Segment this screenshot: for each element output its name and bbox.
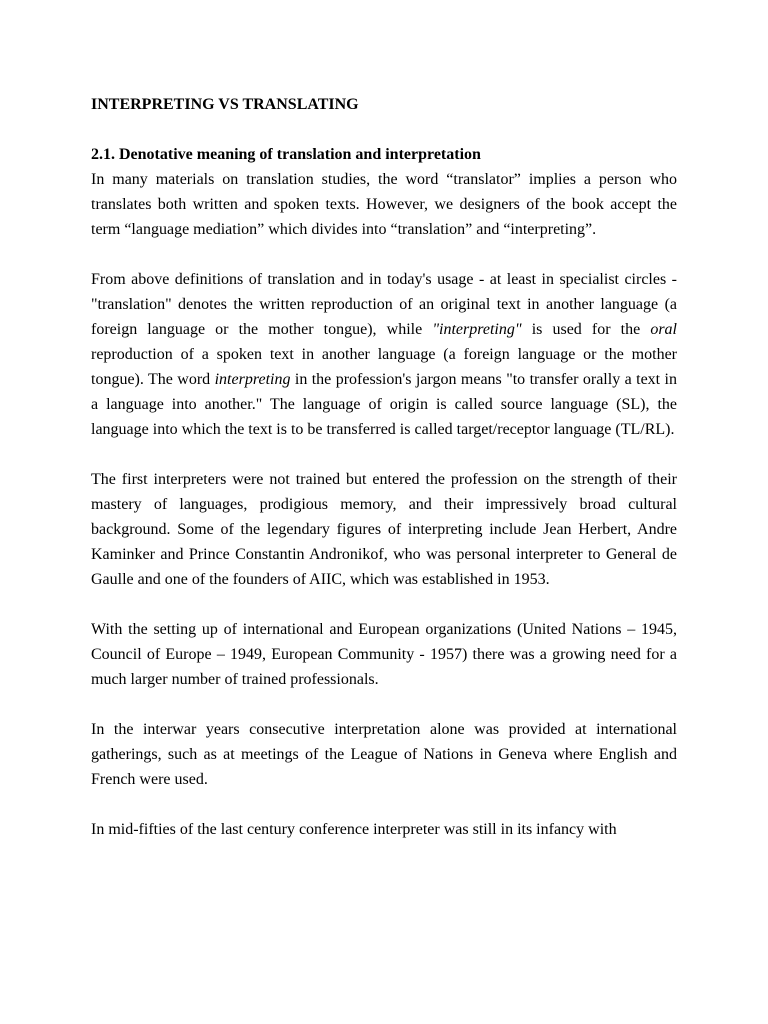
section-heading: 2.1. Denotative meaning of translation and interpretation [91,146,481,163]
document-page [91,92,677,867]
paragraph-3: The first interpreters were not trained but entered the profession on the strength of their mastery of languages, prodigious memory, and their impressively broad cultural background. Some of the legendary figures of interpreting include Jean Herbert, Andre Kaminker and Prince Constantin Andronikof, who was personal interpreter to General de Gaulle and one of the founders of AIIC, which was established in 1953. [91,471,677,588]
paragraph-2-emphasis-interpreting: "interpreting" [432,321,522,338]
paragraph-2-text-4: in the profession's jargon means "to transfer orally a text in a language into another." The language of origin is called source language (SL), the language into which the text is to be transferred is called target/receptor language (TL/RL). [91,371,677,438]
paragraph-2 [91,267,677,442]
paragraph-1: In many materials on translation studies, the word “translator” implies a person who translates both written and spoken texts. However, we designers of the book accept the term “language mediation” which divides into “translation” and “interpreting”. [91,171,677,238]
document-title: INTERPRETING VS TRANSLATING [91,96,359,113]
paragraph-2-text-2: is used for the [521,321,651,338]
paragraph-2-text-3: reproduction of a spoken text in another language (a foreign language or the mother tongue). The word [91,346,677,388]
paragraph-6: In mid-fifties of the last century conference interpreter was still in its infancy with [91,821,617,838]
paragraph-2-text-1: From above definitions of translation and in today's usage - at least in specialist circles - "translation" denotes the written reproduction of an original text in another language (a foreign language or the mother tongue), while [91,271,677,338]
paragraph-4: With the setting up of international and European organizations (United Nations – 1945, Council of Europe – 1949, European Community - 1957) there was a growing need for a much larger number of trained professionals. [91,621,677,688]
paragraph-2-emphasis-oral: oral [650,321,677,338]
paragraph-5: In the interwar years consecutive interpretation alone was provided at international gatherings, such as at meetings of the League of Nations in Geneva where English and French were used. [91,721,677,788]
paragraph-2-emphasis-interpreting-word: interpreting [214,371,291,388]
